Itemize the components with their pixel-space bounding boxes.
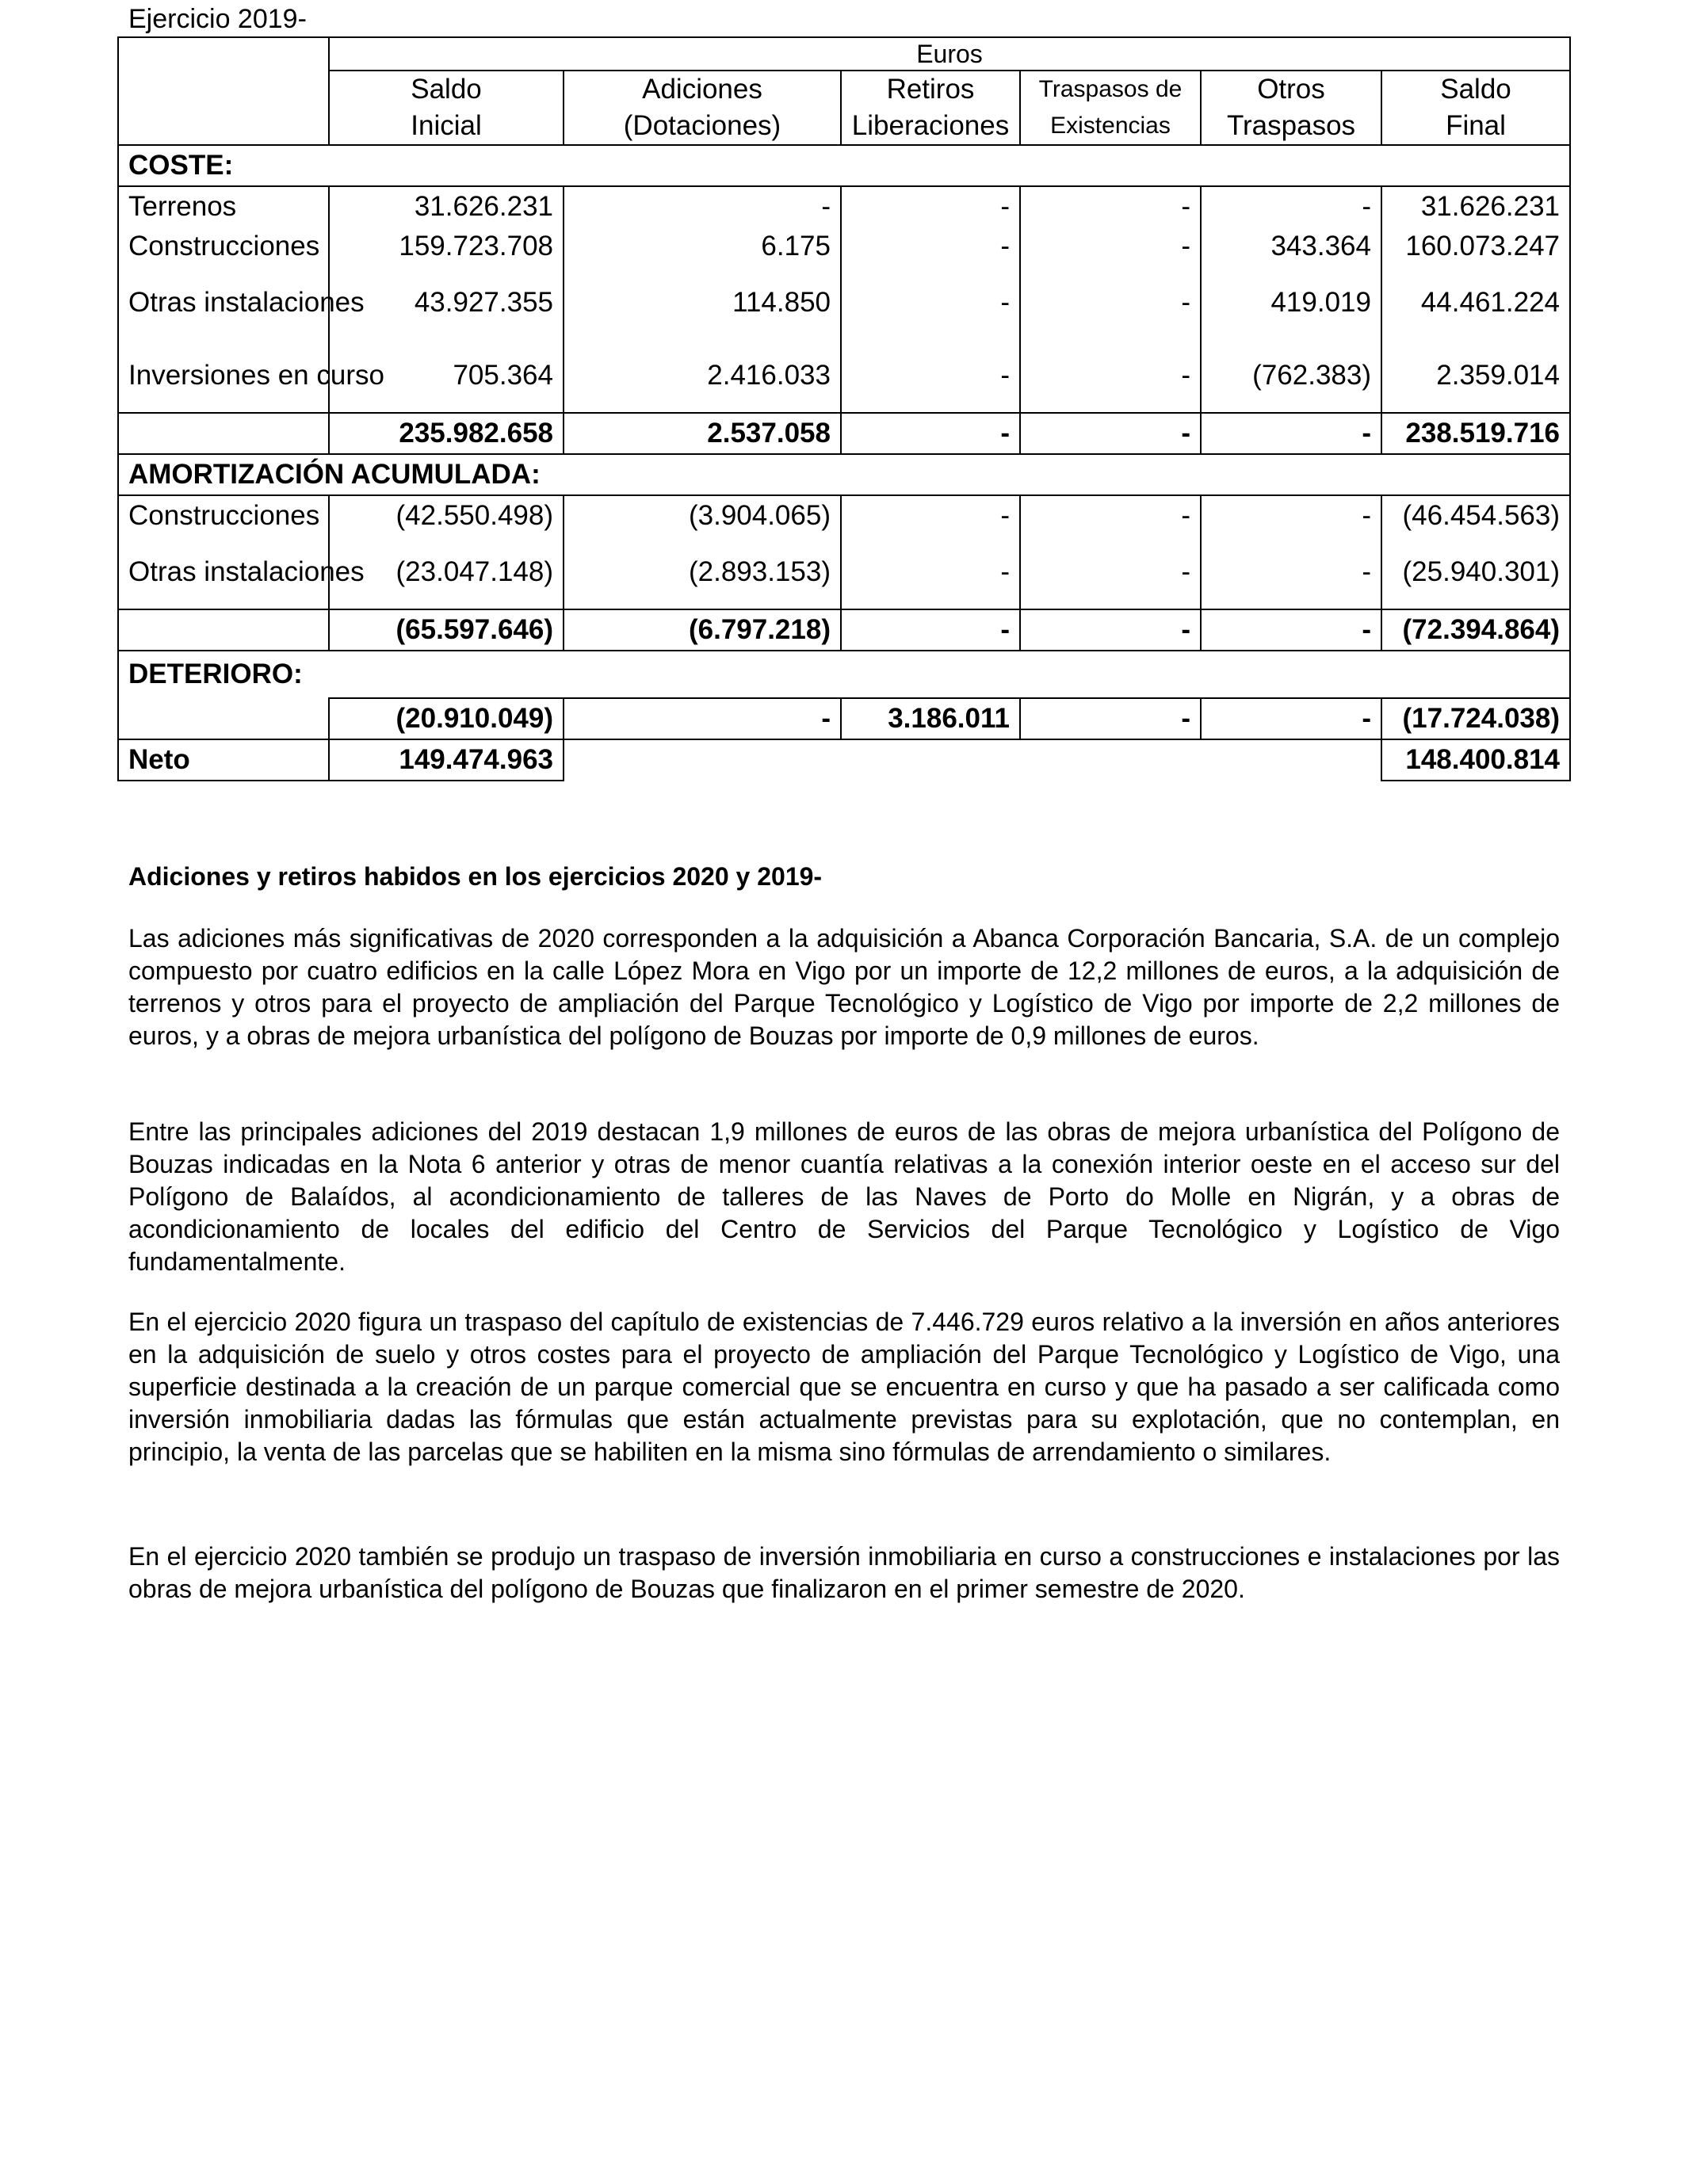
- header-line: Final: [1446, 110, 1506, 141]
- column-header-row: [118, 71, 1570, 145]
- header-line: Traspasos de: [1038, 76, 1183, 102]
- total-cell: (72.394.864): [1381, 609, 1570, 651]
- table-row: [118, 495, 1570, 536]
- cell: 31.626.231: [1381, 186, 1570, 227]
- paragraph: Las adiciones más significativas de 2020 corresponden a la adquisición a Abanca Corporación Bancaria, S.A. de un complejo compuesto por cuatro edificios en la calle López Mora en Vigo por un importe de 12,2 millones de euros, a la adquisición de terrenos y otros para el proyecto de ampliación del Parque Tecnológico y Logístico de Vigo por importe de 2,2 millones de euros, y a obras de mejora urbanística del polígono de Bouzas por importe de 0,9 millones de euros.: [128, 924, 1560, 1050]
- cell: 6.175: [564, 227, 841, 266]
- row-label: Terrenos: [118, 186, 329, 227]
- table-row: [118, 227, 1570, 266]
- total-cell: -: [841, 413, 1020, 454]
- paragraph: Entre las principales adiciones del 2019 destacan 1,9 millones de euros de las obras de mejora urbanística del Polígono de Bouzas indicadas en la Nota 6 anterior y otras de menor cuantía relativas a la conexión interior oeste en el acceso sur del Polígono de Balaídos, al acondicionamiento de talleres de las Naves de Porto do Molle en Nigrán, y a obras de acondicionamiento de locales del edificio del Centro de Servicios del Parque Tecnológico y Logístico de Vigo fundamentalmente.: [128, 1117, 1560, 1276]
- row-label: Construcciones: [118, 495, 329, 536]
- cell: -: [1020, 536, 1201, 609]
- total-cell: (20.910.049): [329, 698, 564, 739]
- cell: -: [1201, 536, 1381, 609]
- cell: 2.359.014: [1381, 339, 1570, 413]
- cell: 44.461.224: [1381, 266, 1570, 339]
- header-line: Traspasos: [1226, 110, 1356, 141]
- total-row-deterioro: [118, 698, 1570, 739]
- header-line: Liberaciones: [851, 110, 1010, 141]
- header-saldo-inicial: [329, 71, 564, 145]
- header-blank-cell: [118, 37, 329, 145]
- total-cell: -: [841, 609, 1020, 651]
- cell: -: [1020, 266, 1201, 339]
- fixed-assets-table: [117, 36, 1571, 781]
- blank-cell: [118, 609, 329, 651]
- total-cell: -: [1020, 413, 1201, 454]
- cell: 160.073.247: [1381, 227, 1570, 266]
- blank-cell: [118, 413, 329, 454]
- cell: -: [841, 266, 1020, 339]
- section-label: AMORTIZACIÓN ACUMULADA:: [118, 454, 1570, 495]
- total-row-amortizacion: [118, 609, 1570, 651]
- cell: (46.454.563): [1381, 495, 1570, 536]
- blank-cell: [564, 739, 1381, 781]
- cell: -: [564, 186, 841, 227]
- paragraph: En el ejercicio 2020 también se produjo un traspaso de inversión inmobiliaria en curso a construcciones e instalaciones por las obras de mejora urbanística del polígono de Bouzas que finalizaron en el primer semestre de 2020.: [128, 1542, 1560, 1603]
- row-label: Construcciones: [118, 227, 329, 266]
- cell: -: [841, 536, 1020, 609]
- neto-saldo-inicial: 149.474.963: [329, 739, 564, 781]
- neto-row: [118, 739, 1570, 781]
- cell: -: [1020, 227, 1201, 266]
- section-heading: Adiciones y retiros habidos en los ejercicios 2020 y 2019-: [128, 862, 823, 891]
- cell: -: [1020, 339, 1201, 413]
- cell: (42.550.498): [329, 495, 564, 536]
- header-adiciones: [564, 71, 841, 145]
- table-row: [118, 266, 1570, 339]
- cell: 2.416.033: [564, 339, 841, 413]
- cell: 114.850: [564, 266, 841, 339]
- header-line: Retiros: [886, 74, 975, 105]
- neto-label: Neto: [118, 739, 329, 781]
- header-line: Otros: [1257, 74, 1325, 105]
- section-label: COSTE:: [118, 145, 1570, 186]
- total-cell: -: [1201, 413, 1381, 454]
- total-cell: (6.797.218): [564, 609, 841, 651]
- row-label: Otras instalaciones: [118, 266, 329, 339]
- unit-header: Euros: [329, 37, 1570, 71]
- section-label: DETERIORO:: [118, 651, 1570, 698]
- unit-header-row: [118, 37, 1570, 71]
- section-row-coste: [118, 145, 1570, 186]
- total-cell: (65.597.646): [329, 609, 564, 651]
- table-row: [118, 186, 1570, 227]
- header-line: Existencias: [1050, 113, 1171, 139]
- paragraph: En el ejercicio 2020 figura un traspaso del capítulo de existencias de 7.446.729 euros relativo a la inversión en años anteriores en la adquisición de suelo y otros costes para el proyecto de ampliación del Parque Tecnológico y Logístico de Vigo, una superficie destinada a la creación de un parque comercial que se encuentra en curso y que ha pasado a ser calificada como inversión inmobiliaria dadas las fórmulas que están actualmente previstas para su explotación, que no contemplan, en principio, la venta de las parcelas que se habiliten en la misma sino fórmulas de arrendamiento o similares.: [128, 1308, 1560, 1466]
- total-cell: -: [1201, 609, 1381, 651]
- total-cell: -: [1020, 698, 1201, 739]
- table-row: [118, 339, 1570, 413]
- header-otros-traspasos: [1201, 71, 1381, 145]
- total-cell: 2.537.058: [564, 413, 841, 454]
- section-row-amortizacion: [118, 454, 1570, 495]
- cell: -: [1201, 186, 1381, 227]
- cell: (762.383): [1201, 339, 1381, 413]
- total-cell: -: [564, 698, 841, 739]
- total-cell: -: [1201, 698, 1381, 739]
- row-label: Inversiones en curso: [118, 339, 329, 413]
- total-cell: 3.186.011: [841, 698, 1020, 739]
- cell: -: [841, 339, 1020, 413]
- total-cell: (17.724.038): [1381, 698, 1570, 739]
- neto-saldo-final: 148.400.814: [1381, 739, 1570, 781]
- cell: 419.019: [1201, 266, 1381, 339]
- cell: -: [1020, 186, 1201, 227]
- total-row-coste: [118, 413, 1570, 454]
- header-line: Saldo: [1440, 74, 1511, 105]
- cell: -: [841, 227, 1020, 266]
- header-line: (Dotaciones): [623, 110, 781, 141]
- section-row-deterioro: [118, 651, 1570, 698]
- total-cell: 235.982.658: [329, 413, 564, 454]
- cell: (3.904.065): [564, 495, 841, 536]
- cell: -: [841, 495, 1020, 536]
- total-cell: -: [1020, 609, 1201, 651]
- cell: 159.723.708: [329, 227, 564, 266]
- blank-cell: [118, 698, 329, 739]
- cell: -: [841, 186, 1020, 227]
- cell: -: [1201, 495, 1381, 536]
- cell: 343.364: [1201, 227, 1381, 266]
- header-line: Saldo: [411, 74, 482, 105]
- header-line: Adiciones: [642, 74, 762, 105]
- total-cell: 238.519.716: [1381, 413, 1570, 454]
- header-line: Inicial: [411, 110, 482, 141]
- cell: 31.626.231: [329, 186, 564, 227]
- cell: 43.927.355: [329, 266, 564, 339]
- cell: (25.940.301): [1381, 536, 1570, 609]
- cell: (23.047.148): [329, 536, 564, 609]
- table-caption: Ejercicio 2019-: [128, 4, 307, 34]
- cell: 705.364: [329, 339, 564, 413]
- row-label: Otras instalaciones: [118, 536, 329, 609]
- table-row: [118, 536, 1570, 609]
- header-saldo-final: [1381, 71, 1570, 145]
- header-traspasos-existencias: [1020, 71, 1201, 145]
- cell: -: [1020, 495, 1201, 536]
- header-retiros: [841, 71, 1020, 145]
- cell: (2.893.153): [564, 536, 841, 609]
